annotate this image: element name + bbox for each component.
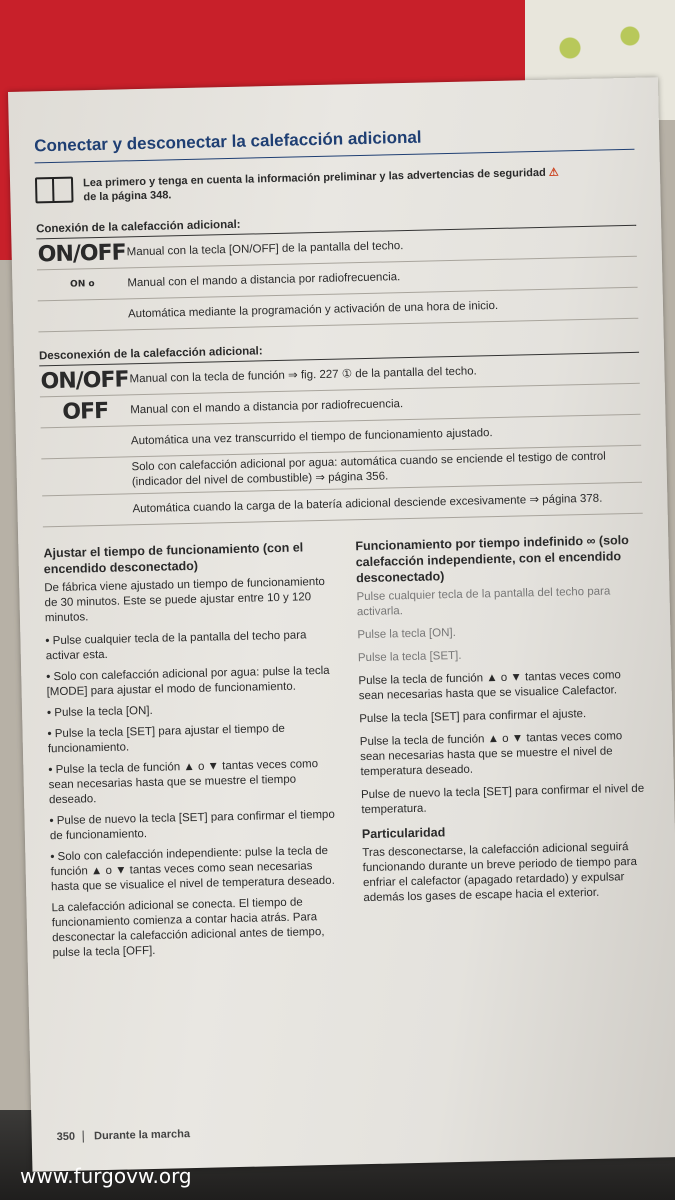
list-item: • Solo con calefacción adicional por agua: pulse la tecla [MODE] para ajustar el modo de funcionamiento. <box>46 664 335 701</box>
row-key: ON/OFF <box>40 366 129 394</box>
right-column <box>355 532 653 962</box>
list-item: • Pulse de nuevo la tecla [SET] para confirmar el tiempo de funcionamiento. <box>49 808 338 845</box>
row-key: ON/OFF <box>37 239 126 267</box>
row-text: Manual con el mando a distancia por radiofrecuencia. <box>130 397 404 416</box>
right-subheading: Particularidad <box>361 825 446 842</box>
right-line: Pulse la tecla [SET] para confirmar el ajuste. <box>359 708 587 726</box>
row-key: ON o <box>70 279 95 290</box>
row-key <box>38 314 128 316</box>
page-number: 350 <box>57 1131 85 1144</box>
row-text: Manual con la tecla de función ⇒ fig. 227 ① de la pantalla del techo. <box>129 364 477 385</box>
warning-icon: ⚠ <box>548 166 559 179</box>
right-line: Pulse la tecla [SET]. <box>357 649 462 665</box>
two-columns <box>43 532 652 970</box>
right-line: Pulse cualquier tecla de la pantalla del techo para activarla. <box>356 585 611 619</box>
page-footer <box>57 1128 191 1143</box>
row-text: Solo con calefacción adicional por agua: automática cuando se enciende el testigo de control (indicador del nivel de combustible) ⇒ página 356. <box>131 450 606 489</box>
list-item: • Pulse cualquier tecla de la pantalla del techo para activar esta. <box>45 628 334 665</box>
list-item: • Pulse la tecla de función ▲ o ▼ tantas veces como sean necesarias hasta que se muestre el tiempo deseado. <box>48 757 337 809</box>
safety-notice <box>35 164 635 206</box>
book-icon <box>35 177 74 204</box>
manual-page <box>8 77 675 1171</box>
section-heading-off: Desconexión de la calefacción adicional: <box>39 337 639 367</box>
left-intro: De fábrica viene ajustado un tiempo de funcionamiento de 30 minutos. Este se puede ajustar entre 10 y 120 minutos. <box>44 575 325 625</box>
list-item: • Pulse la tecla [ON]. <box>47 700 335 722</box>
row-text: Manual con la tecla [ON/OFF] de la pantalla del techo. <box>126 239 404 258</box>
list-item: • Pulse la tecla [SET] para ajustar el tiempo de funcionamiento. <box>47 721 336 758</box>
list-item: • Solo con calefacción independiente: pulse la tecla de función ▲ o ▼ tantas veces como sean necesarias hasta que se visualice el nivel de temperatura deseado. <box>50 844 339 896</box>
footer-section: Durante la marcha <box>93 1128 191 1143</box>
left-heading: Ajustar el tiempo de funcionamiento (con el encendido desconectado) <box>43 540 304 577</box>
right-line: Pulse la tecla de función ▲ o ▼ tantas veces como sean necesarias hasta que se visualice Calefactor. <box>358 669 622 703</box>
row-key <box>41 441 131 443</box>
notice-ref: de la página 348. <box>83 189 172 204</box>
right-heading: Funcionamiento por tiempo indefinido ∞ (solo calefacción independiente, con el encendido desconectado) <box>355 533 629 586</box>
notice-text: Lea primero y tenga en cuenta la información preliminar y las advertencias de seguridad <box>82 166 546 190</box>
section-heading-on: Conexión de la calefacción adicional: <box>36 210 636 240</box>
page-title: Conectar y desconectar la calefacción adicional <box>34 127 422 156</box>
row-key <box>43 509 133 511</box>
row-text: Manual con el mando a distancia por radiofrecuencia. <box>127 270 401 289</box>
right-line: Pulse la tecla [ON]. <box>357 626 456 642</box>
row-text: Automática una vez transcurrido el tiempo de funcionamiento ajustado. <box>130 426 493 447</box>
row-text: Automática mediante la programación y activación de una hora de inicio. <box>127 299 499 320</box>
row-key <box>42 475 132 477</box>
row-text: Automática cuando la carga de la batería adicional desciende excesivamente ⇒ página 378. <box>132 492 603 515</box>
right-line: Pulse la tecla de función ▲ o ▼ tantas veces como sean necesarias hasta que se muestre el nivel de temperatura deseado. <box>359 730 623 779</box>
row-key: OFF <box>62 398 109 425</box>
right-line: Pulse de nuevo la tecla [SET] para confirmar el nivel de temperatura. <box>360 782 645 817</box>
right-subtext: Tras desconectarse, la calefacción adicional seguirá funcionando durante un breve periodo de tiempo para enfriar el calefactor (apagado retardado) y expulsar además los gases de escape hacia el exterior. <box>362 841 638 905</box>
watermark: www.furgovw.org <box>20 1164 192 1188</box>
left-column <box>43 539 341 969</box>
left-outro: La calefacción adicional se conecta. El tiempo de funcionamiento comienza a contar hacia atrás. Para desconectar la calefacción adicional antes de tiempo, pulse la tecla [OFF]. <box>51 896 325 960</box>
